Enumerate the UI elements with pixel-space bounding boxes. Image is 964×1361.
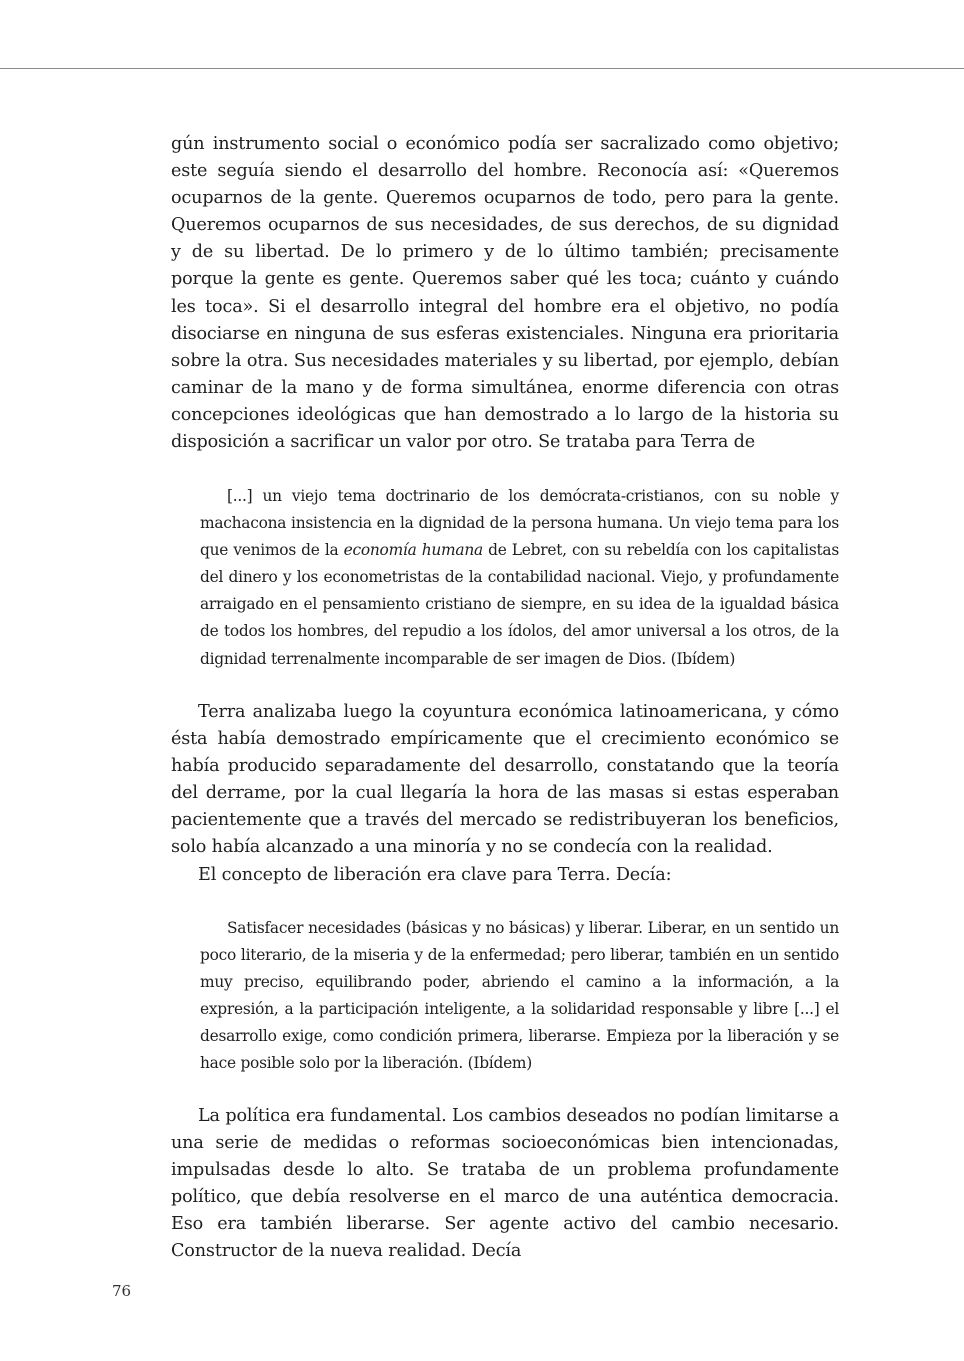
paragraph: Terra analizaba luego la coyuntura económica latinoamericana, y cómo ésta había demostrado empíricamente que el crecimiento económico se había producido separadamente del desarrollo, constatando que la teoría del derrame, por la cual llegaría la hora de las masas si estas esperaban pacientemente que a través del mercado se redistribuyeran los beneficios, solo había alcanzado a una minoría y no se condecía con la realidad.: [171, 702, 839, 858]
paragraph: El concepto de liberación era clave para Terra. Decía:: [198, 864, 672, 885]
page-number: 76: [112, 1282, 132, 1300]
quote-text: [...] un viejo tema doctrinario de los demócrata-cristianos, con su noble y machacona insistencia en la dignidad de la persona humana. Un viejo tema para los que venimos de la: [200, 487, 839, 560]
paragraph: gún instrumento social o económico podía ser sacralizado como objetivo; este seguía siendo el desarrollo del hombre. Reconocía así: «Queremos ocuparnos de la gente. Queremos ocuparnos de todo, pero para la gente. Queremos ocuparnos de sus necesidades, de sus derechos, de su dignidad y de su libertad. De lo primero y de lo último también; precisamente porque la gente es gente. Queremos saber qué les toca; cuánto y cuándo les toca». Si el desarrollo integral del hombre era el objetivo, no podía disociarse en ninguna de sus esferas existenciales. Ninguna era prioritaria sobre la otra. Sus necesidades materiales y su libertad, por ejemplo, debían caminar de la mano y de forma simultánea, enorme diferencia con otras concepciones ideológicas que han demostrado a lo largo de la historia su disposición a sacrificar un valor por otro. Se trataba para Terra de: [171, 134, 839, 453]
quote-paragraph: [200, 483, 839, 673]
quote-text: de Lebret, con su rebeldía con los capitalistas del dinero y los econometristas de la contabilidad nacional. Viejo, y profundamente arraigado en el pensamiento cristiano de siempre, en su idea de la igualdad básica de todos los hombres, del repudio a los ídolos, del amor universal a los otros, de la dignidad terrenalmente incomparable de ser imagen de Dios. (Ibídem): [200, 541, 839, 668]
header-rule: [0, 68, 964, 69]
paragraph: La política era fundamental. Los cambios deseados no podían limitarse a una serie de medidas o reformas socioeconómicas bien intencionadas, impulsadas desde lo alto. Se trataba de un problema profundamente político, que debía resolverse en el marco de una auténtica democracia. Eso era también liberarse. Ser agente activo del cambio necesario. Constructor de la nueva realidad. Decía: [171, 1106, 839, 1262]
body-paragraph-continued: [171, 131, 839, 456]
block-quote-2: [200, 915, 839, 1078]
block-quote-1: [200, 483, 839, 673]
body-paragraphs-3: [171, 1103, 839, 1266]
quote-paragraph: Satisfacer necesidades (básicas y no básicas) y liberar. Liberar, en un sentido un poco literario, de la miseria y de la enfermedad; pero liberar, también en un sentido muy preciso, equilibrando poder, abriendo el camino a la información, a la expresión, a la participación inteligente, a la solidaridad responsable y libre [...] el desarrollo exige, como condición primera, liberarse. Empieza por la liberación y se hace posible solo por la liberación. (Ibídem): [200, 919, 839, 1073]
body-paragraphs-2: [171, 699, 839, 889]
quote-italic-term: economía humana: [343, 541, 483, 560]
